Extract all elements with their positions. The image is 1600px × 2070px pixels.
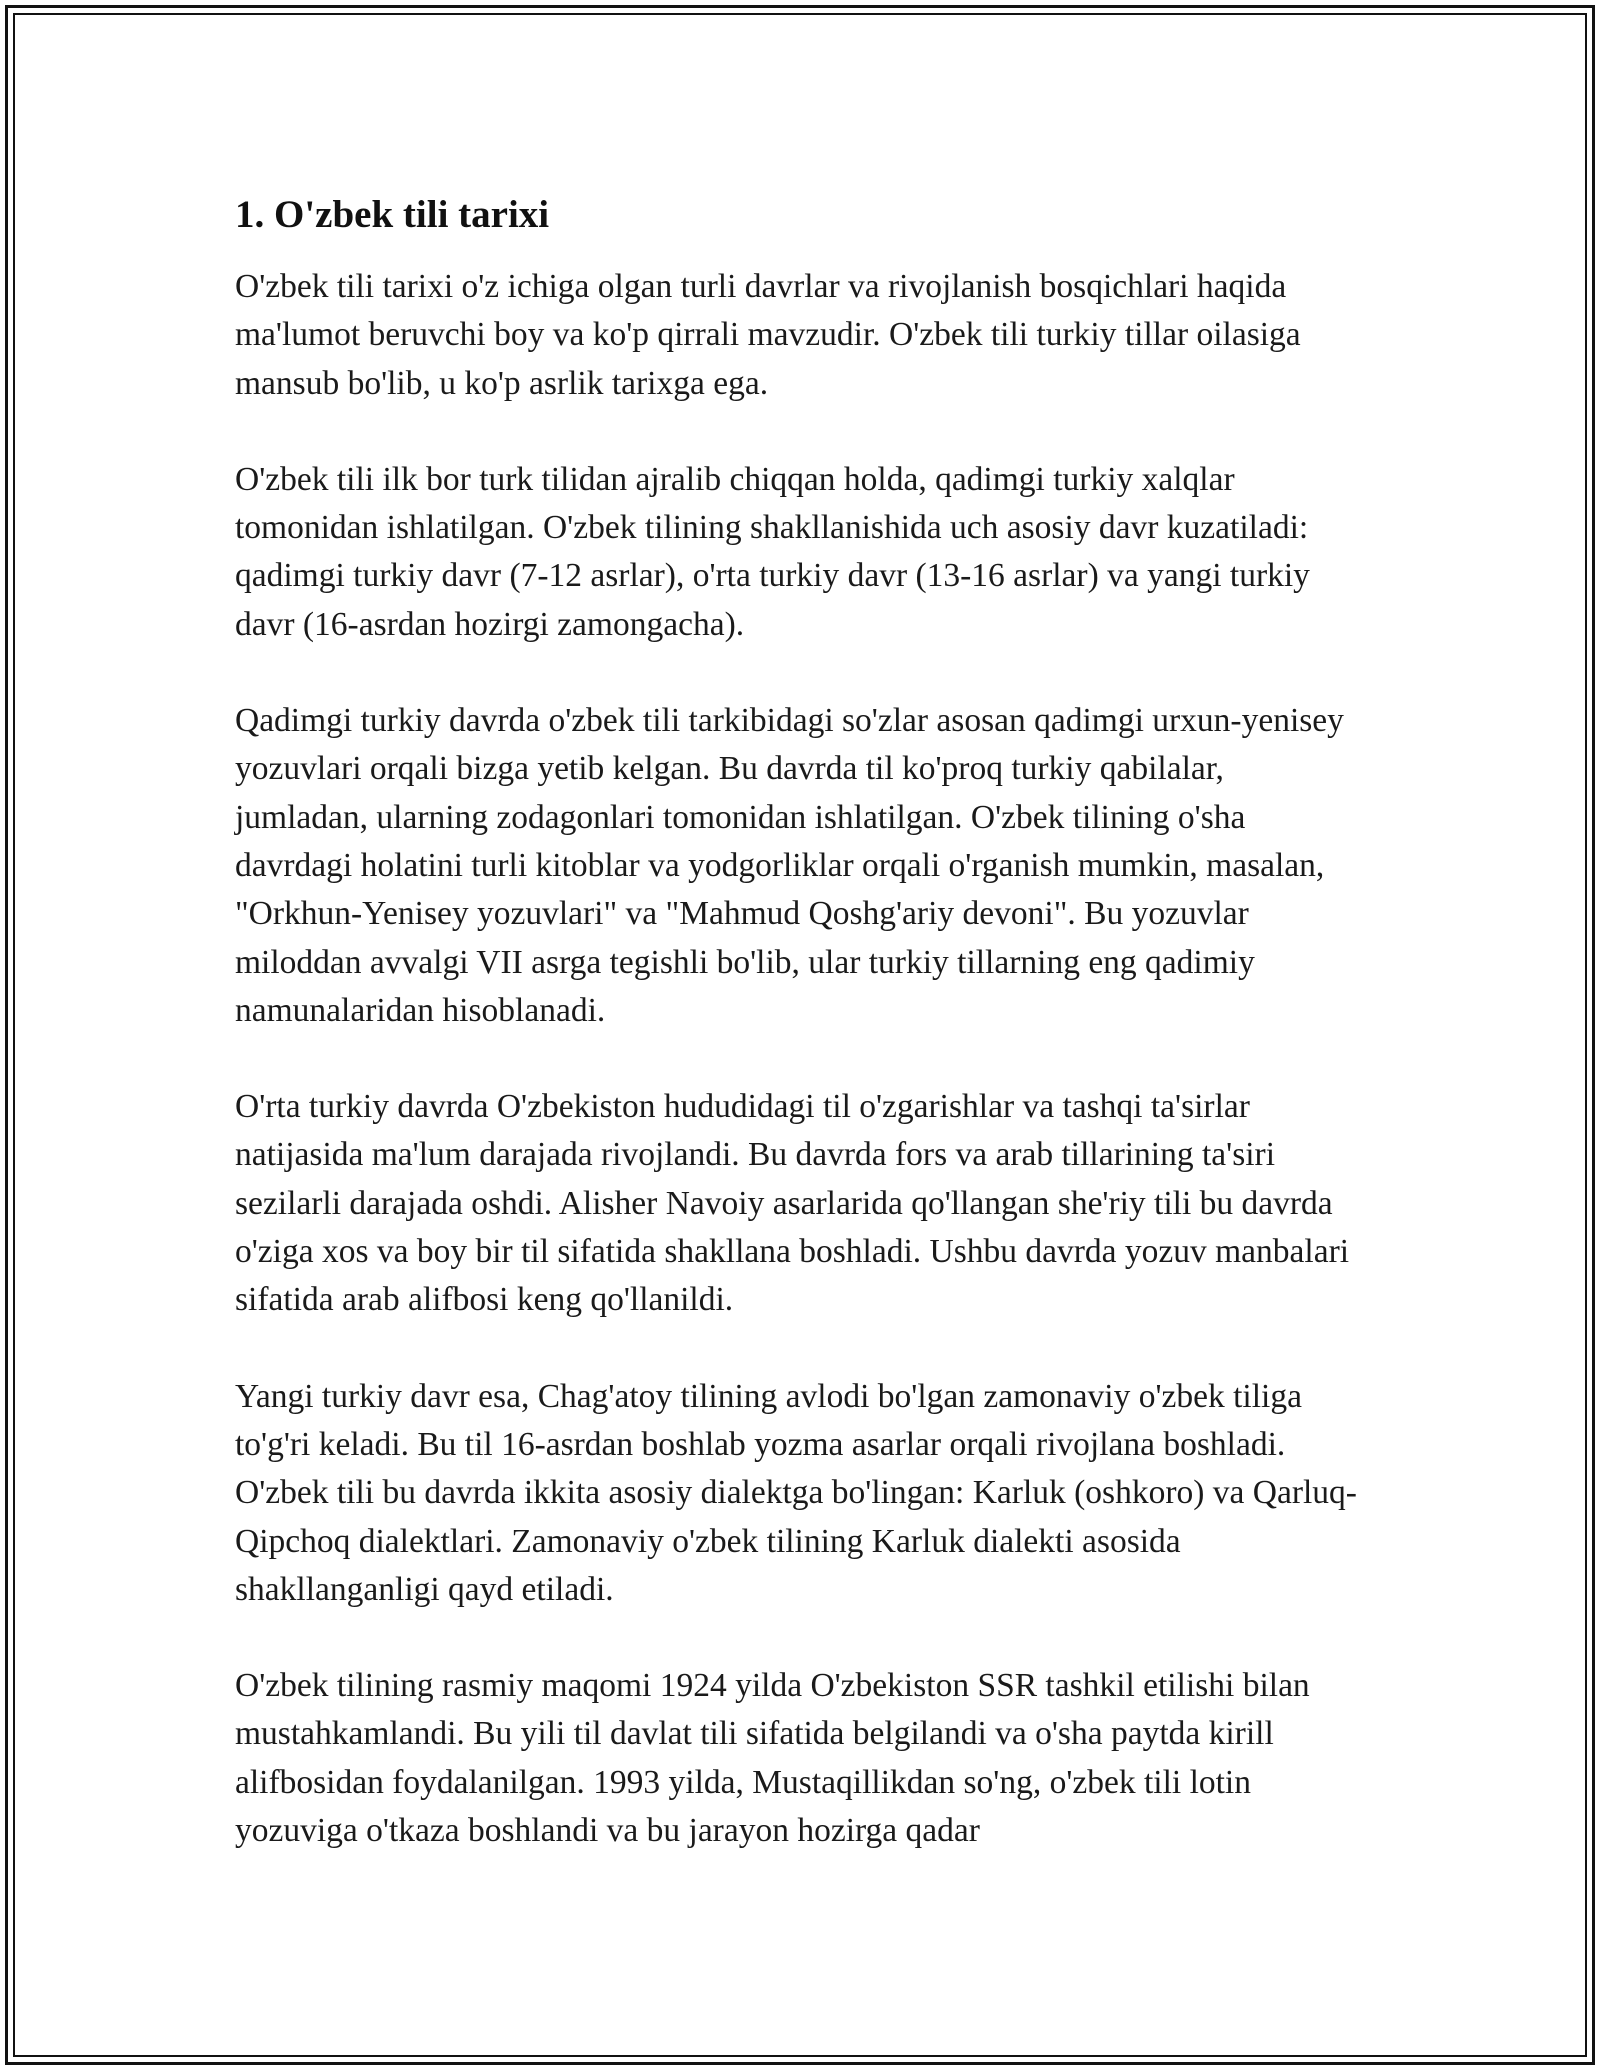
paragraph-intro: O'zbek tili tarixi o'z ichiga olgan turli davrlar va rivojlanish bosqichlari haqida ma'lumot beruvchi boy va ko'p qirrali mavzudir. O'zbek tili turkiy tillar oilasiga mansub bo'lib, u ko'p asrlik tarixga ega.: [235, 268, 1301, 402]
paragraph-ancient-period: Qadimgi turkiy davrda o'zbek tili tarkibidagi so'zlar asosan qadimgi urxun-yenisey yozuvlari orqali bizga yetib kelgan. Bu davrda til ko'proq turkiy qabilalar, jumladan, ularning zodagonlari tomonidan ishlatilgan. O'zbek tilining o'sha davrdagi holatini turli kitoblar va yodgorliklar orqali o'rganish mumkin, masalan, "Orkhun-Yenisey yozuvlari" va "Mahmud Qoshg'ariy devoni". Bu yozuvlar miloddan avvalgi VII asrga tegishli bo'lib, ular turkiy tillarning eng qadimiy namunalaridan hisoblanadi.: [235, 702, 1344, 1029]
document-title: 1. O'zbek tili tarixi: [235, 193, 550, 236]
paragraph-official-status: O'zbek tilining rasmiy maqomi 1924 yilda O'zbekiston SSR tashkil etilishi bilan mustahkamlandi. Bu yili til davlat tili sifatida belgilandi va o'sha paytda kirill alifbosidan foydalanilgan. 1993 yilda, Mustaqillikdan so'ng, o'zbek tili lotin yozuviga o'tkaza boshlandi va bu jarayon hozirga qadar: [235, 1667, 1310, 1850]
paragraph-middle-period: O'rta turkiy davrda O'zbekiston hududidagi til o'zgarishlar va tashqi ta'sirlar natijasida ma'lum darajada rivojlandi. Bu davrda fors va arab tillarining ta'siri sezilarli darajada oshdi. Alisher Navoiy asarlarida qo'llangan she'riy tili bu davrda o'ziga xos va boy bir til sifatida shakllana boshladi. Ushbu davrda yozuv manbalari sifatida arab alifbosi keng qo'llanildi.: [235, 1088, 1350, 1319]
paragraph-periods: O'zbek tili ilk bor turk tilidan ajralib chiqqan holda, qadimgi turkiy xalqlar tomonidan ishlatilgan. O'zbek tilining shakllanishida uch asosiy davr kuzatiladi: qadimgi turkiy davr (7-12 asrlar), o'rta turkiy davr (13-16 asrlar) va yangi turkiy davr (16-asrdan hozirgi zamongacha).: [235, 460, 1310, 643]
document-body: [235, 185, 1365, 1903]
paragraph-new-period: Yangi turkiy davr esa, Chag'atoy tilining avlodi bo'lgan zamonaviy o'zbek tiliga to'g'ri keladi. Bu til 16-asrdan boshlab yozma asarlar orqali rivojlana boshladi. O'zbek tili bu davrda ikkita asosiy dialektga bo'lingan: Karluk (oshkoro) va Qarluq-Qipchoq dialektlari. Zamonaviy o'zbek tilining Karluk dialekti asosida shakllanganligi qayd etiladi.: [235, 1377, 1357, 1608]
